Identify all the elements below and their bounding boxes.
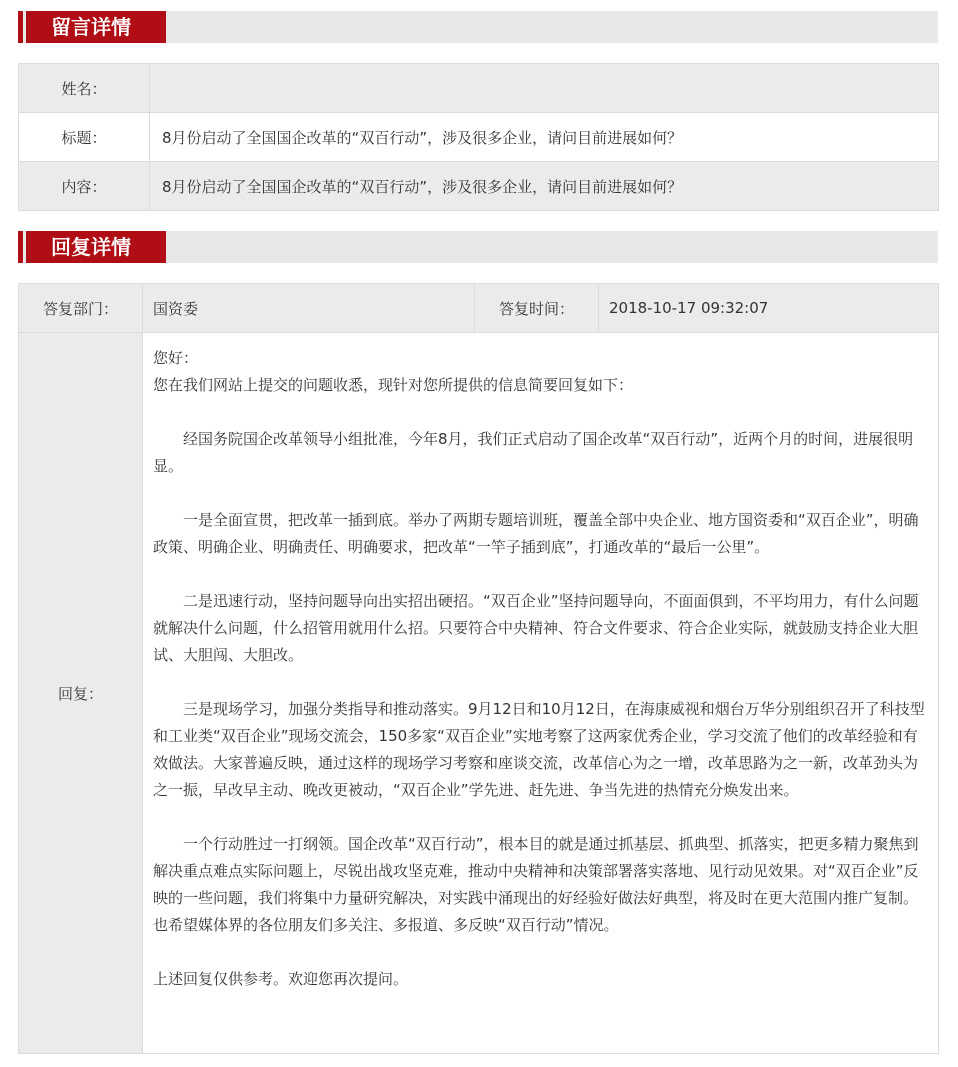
name-row xyxy=(19,64,939,113)
reply-paragraph-2: 一是全面宣贯，把改革一插到底。举办了两期专题培训班，覆盖全部中央企业、地方国资委和“双百企业”，明确政策、明确企业、明确责任、明确要求，把改革“一竿子插到底”，打通改革的“最后一公里”。 xyxy=(153,511,919,556)
reply-section-header xyxy=(18,231,938,263)
reply-paragraph-4: 三是现场学习，加强分类指导和推动落实。9月12日和10月12日，在海康威视和烟台万华分别组织召开了科技型和工业类“双百企业”现场交流会，150多家“双百企业”实地考察了这两家优秀企业，学习交流了他们的改革经验和有效做法。大家普遍反映，通过这样的现场学习考察和座谈交流，改革信心为之一增，改革思路为之一新，改革劲头为之一振，早改早主动、晚改更被动，“双百企业”学先进、赶先进、争当先进的热情充分焕发出来。 xyxy=(153,700,925,799)
reply-content xyxy=(143,333,939,1054)
reply-section-tab xyxy=(18,231,162,263)
reply-table xyxy=(18,283,939,1054)
message-section-tab xyxy=(18,11,162,43)
reply-intro: 您在我们网站上提交的问题收悉，现针对您所提供的信息简要回复如下： xyxy=(153,376,634,394)
reply-paragraph-1: 经国务院国企改革领导小组批准，今年8月，我们正式启动了国企改革“双百行动”，近两个月的时间，进展很明显。 xyxy=(153,430,914,475)
message-table xyxy=(18,63,939,211)
content-value: 8月份启动了全国国企改革的“双百行动”，涉及很多企业，请问目前进展如何？ xyxy=(150,162,939,211)
name-label: 姓名： xyxy=(19,64,150,113)
name-value xyxy=(150,64,939,113)
dept-value: 国资委 xyxy=(143,284,475,333)
reply-greeting: 您好： xyxy=(153,349,199,367)
subject-label: 标题： xyxy=(19,113,150,162)
content-row xyxy=(19,162,939,211)
dept-label: 答复部门： xyxy=(19,284,143,333)
content-label: 内容： xyxy=(19,162,150,211)
subject-value: 8月份启动了全国国企改革的“双百行动”，涉及很多企业，请问目前进展如何？ xyxy=(150,113,939,162)
subject-row xyxy=(19,113,939,162)
reply-closing: 上述回复仅供参考。欢迎您再次提问。 xyxy=(153,970,409,988)
time-value: 2018-10-17 09:32:07 xyxy=(599,284,939,333)
reply-label: 回复： xyxy=(19,333,143,1054)
message-section-title: 留言详情 xyxy=(51,15,131,39)
reply-paragraph-5: 一个行动胜过一打纲领。国企改革“双百行动”，根本目的就是通过抓基层、抓典型、抓落实，把更多精力聚焦到解决重点难点实际问题上，尽锐出战攻坚克难，推动中央精神和决策部署落实落地、见行动见效果。对“双百企业”反映的一些问题，我们将集中力量研究解决，对实践中涌现出的好经验好做法好典型，将及时在更大范围内推广复制。也希望媒体界的各位朋友们多关注、多报道、多反映“双百行动”情况。 xyxy=(153,835,919,934)
message-section-header xyxy=(18,11,938,43)
time-label: 答复时间： xyxy=(475,284,599,333)
reply-row xyxy=(19,333,939,1054)
dept-row xyxy=(19,284,939,333)
reply-paragraph-3: 二是迅速行动，坚持问题导向出实招出硬招。“双百企业”坚持问题导向，不面面俱到，不平均用力，有什么问题就解决什么问题，什么招管用就用什么招。只要符合中央精神、符合文件要求、符合企业实际，就鼓励支持企业大胆试、大胆闯、大胆改。 xyxy=(153,592,919,664)
reply-section-title: 回复详情 xyxy=(51,235,131,259)
